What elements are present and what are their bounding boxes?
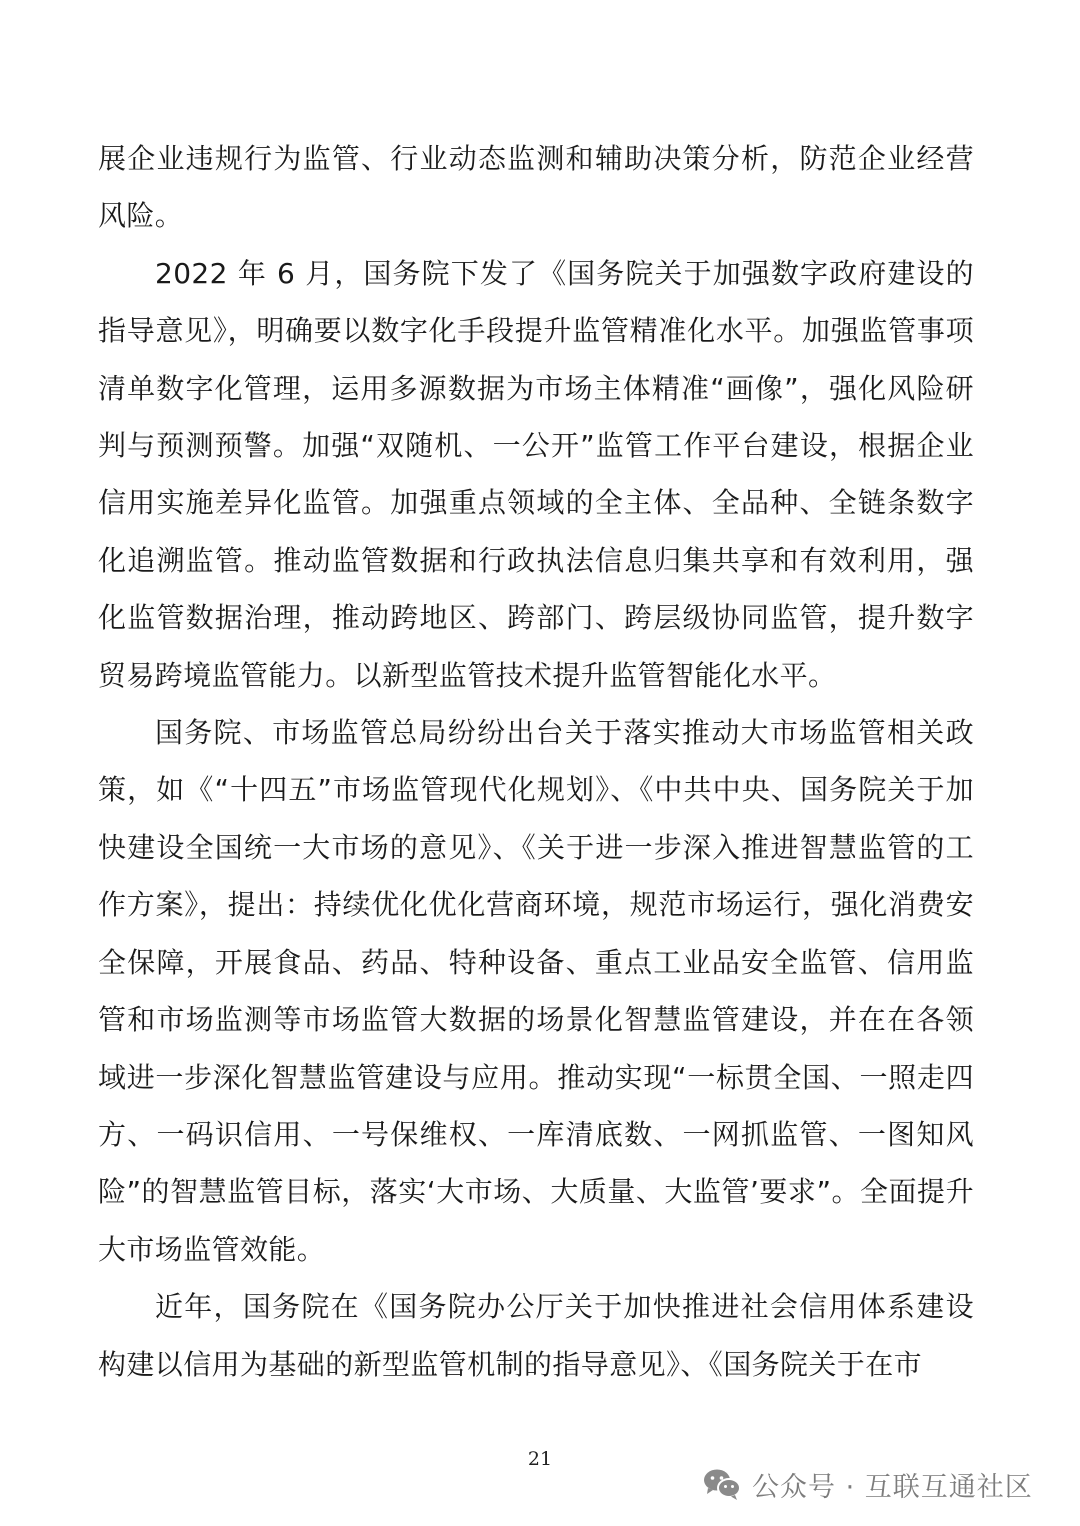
paragraph-market-supervision: 国务院、市场监管总局纷纷出台关于落实推动大市场监管相关政策，如《“十四五”市场监管现代化规划》、《中共中央、国务院关于加快建设全国统一大市场的意见》、《关于进一步深入推进智慧监管的工作方案》，提出：持续优化优化营商环境，规范市场运行，强化消费安全保障，开展食品、药品、特种设备、重点工业品安全监管、信用监管和市场监测等市场监管大数据的场景化智慧监管建设，并在在各领域进一步深化智慧监管建设与应用。推动实现“一标贯全国、一照走四方、一码识信用、一号保维权、一库清底数、一网抓监管、一图知风险”的智慧监管目标，落实‘大市场、大质量、大监管’要求”。全面提升大市场监管效能。 [98, 716, 974, 1266]
paragraph-credit-supervision: 近年，国务院在《国务院办公厅关于加快推进社会信用体系建设构建以信用为基础的新型监管机制的指导意见》、《国务院关于在市 [98, 1290, 974, 1381]
watermark [702, 1460, 1033, 1508]
watermark-text: 公众号 · 互联互通社区 [752, 1471, 1033, 1503]
document-body [98, 130, 974, 1393]
wechat-icon [702, 1467, 742, 1501]
paragraph-digital-government: 2022 年 6 月，国务院下发了《国务院关于加强数字政府建设的指导意见》，明确要以数字化手段提升监管精准化水平。加强监管事项清单数字化管理，运用多源数据为市场主体精准“画像”，强化风险研判与预测预警。加强“双随机、一公开”监管工作平台建设，根据企业信用实施差异化监管。加强重点领域的全主体、全品种、全链条数字化追溯监管。推动监管数据和行政执法信息归集共享和有效利用，强化监管数据治理，推动跨地区、跨部门、跨层级协同监管，提升数字贸易跨境监管能力。以新型监管技术提升监管智能化水平。 [98, 256, 974, 692]
page-number: 21 [527, 1448, 553, 1470]
paragraph-continuation: 展企业违规行为监管、行业动态监测和辅助决策分析，防范企业经营风险。 [98, 142, 974, 233]
